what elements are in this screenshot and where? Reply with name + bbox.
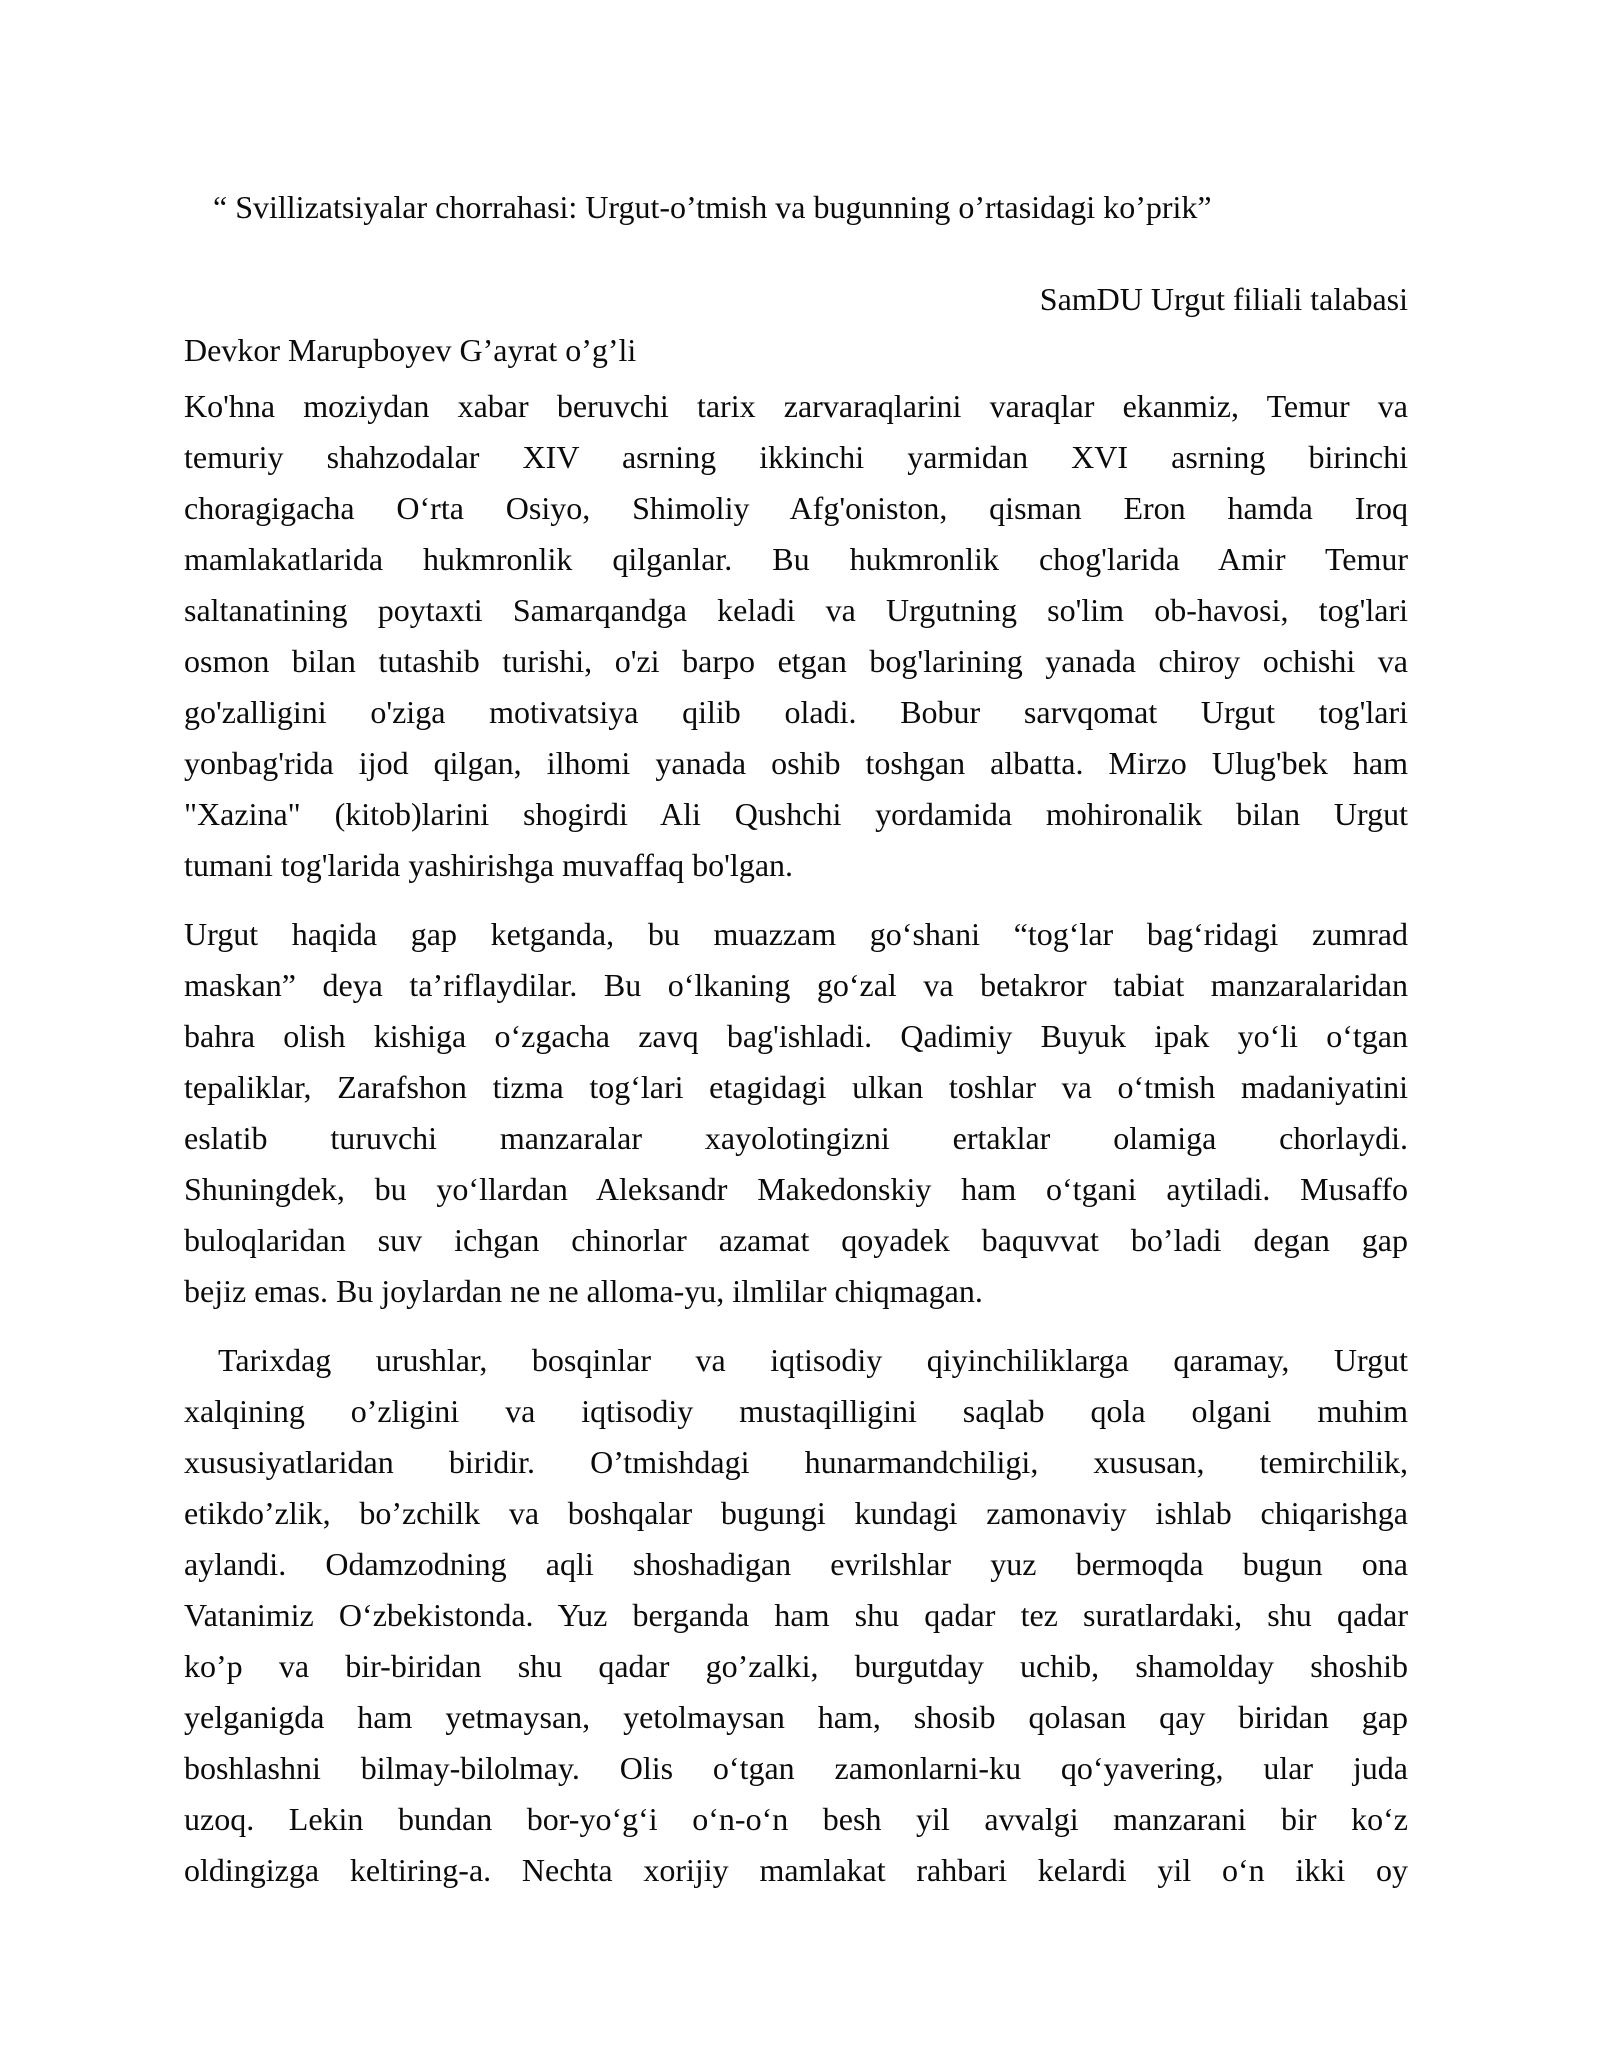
text-line: Vatanimiz O‘zbekistonda. Yuz berganda ham shu qadar tez suratlardaki, shu qadar — [184, 1597, 1408, 1633]
text-line: saltanatining poytaxti Samarqandga keladi va Urgutning so'lim ob-havosi, tog'lari — [184, 592, 1408, 628]
text-line: tepaliklar, Zarafshon tizma tog‘lari etagidagi ulkan toshlar va o‘tmish madaniyatini — [184, 1069, 1408, 1105]
text-line: tumani tog'larida yashirishga muvaffaq bo'lgan. — [184, 847, 794, 883]
text-line: xalqining o’zligini va iqtisodiy mustaqilligini saqlab qola olgani muhim — [184, 1393, 1408, 1429]
text-line: maskan” deya ta’riflaydilar. Bu o‘lkaning go‘zal va betakror tabiat manzaralaridan — [184, 967, 1408, 1003]
text-line: oldingizga keltiring-a. Nechta xorijiy mamlakat rahbari kelardi yil o‘n ikki oy — [184, 1852, 1408, 1888]
text-line: Tarixdag urushlar, bosqinlar va iqtisodiy qiyinchiliklarga qaramay, Urgut — [218, 1342, 1408, 1378]
text-line: boshlashni bilmay-bilolmay. Olis o‘tgan zamonlarni-ku qo‘yavering, ular juda — [184, 1750, 1408, 1786]
paragraph-3 — [184, 1335, 1408, 1896]
text-line: ko’p va bir-biridan shu qadar go’zalki, burgutday uchib, shamolday shoshib — [184, 1648, 1408, 1684]
text-line: xususiyatlaridan biridir. O’tmishdagi hunarmandchiligi, xususan, temirchilik, — [184, 1444, 1408, 1480]
text-line: buloqlaridan suv ichgan chinorlar azamat qoyadek baquvvat bo’ladi degan gap — [184, 1222, 1408, 1258]
text-line: bejiz emas. Bu joylardan ne ne alloma-yu, ilmlilar chiqmagan. — [184, 1273, 983, 1309]
text-line: osmon bilan tutashib turishi, o'zi barpo etgan bog'larining yanada chiroy ochishi va — [184, 643, 1408, 679]
text-line: yonbag'rida ijod qilgan, ilhomi yanada oshib toshgan albatta. Mirzo Ulug'bek ham — [184, 745, 1408, 781]
byline-affiliation: SamDU Urgut filiali talabasi — [1039, 281, 1408, 317]
text-line: "Xazina" (kitob)larini shogirdi Ali Qushchi yordamida mohironalik bilan Urgut — [184, 796, 1408, 832]
document-title: “ Svillizatsiyalar chorrahasi: Urgut-o’tmish va bugunning o’rtasidagi ko’prik” — [213, 189, 1212, 225]
text-line: bahra olish kishiga o‘zgacha zavq bag'ishladi. Qadimiy Buyuk ipak yo‘li o‘tgan — [184, 1018, 1408, 1054]
document-body — [184, 381, 1408, 1896]
byline-author: Devkor Marupboyev G’ayrat o’g’li — [184, 332, 637, 368]
text-line: aylandi. Odamzodning aqli shoshadigan evrilshlar yuz bermoqda bugun ona — [184, 1546, 1408, 1582]
text-line: uzoq. Lekin bundan bor-yo‘g‘i o‘n-o‘n besh yil avvalgi manzarani bir ko‘z — [184, 1801, 1408, 1837]
text-line: mamlakatlarida hukmronlik qilganlar. Bu hukmronlik chog'larida Amir Temur — [184, 541, 1408, 577]
text-line: choragigacha O‘rta Osiyo, Shimoliy Afg'oniston, qisman Eron hamda Iroq — [184, 490, 1408, 526]
paragraph-1 — [184, 381, 1408, 891]
text-line: etikdo’zlik, bo’zchilk va boshqalar bugungi kundagi zamonaviy ishlab chiqarishga — [184, 1495, 1408, 1531]
text-line: Urgut haqida gap ketganda, bu muazzam go‘shani “tog‘lar bag‘ridagi zumrad — [184, 916, 1408, 952]
text-line: eslatib turuvchi manzaralar xayolotingizni ertaklar olamiga chorlaydi. — [184, 1120, 1408, 1156]
text-line: go'zalligini o'ziga motivatsiya qilib oladi. Bobur sarvqomat Urgut tog'lari — [184, 694, 1408, 730]
text-line: temuriy shahzodalar XIV asrning ikkinchi yarmidan XVI asrning birinchi — [184, 439, 1408, 475]
text-line: Shuningdek, bu yo‘llardan Aleksandr Makedonskiy ham o‘tgani aytiladi. Musaffo — [184, 1171, 1408, 1207]
paragraph-2 — [184, 909, 1408, 1317]
text-line: Ko'hna moziydan xabar beruvchi tarix zarvaraqlarini varaqlar ekanmiz, Temur va — [184, 388, 1408, 424]
text-line: yelganigda ham yetmaysan, yetolmaysan ham, shosib qolasan qay biridan gap — [184, 1699, 1408, 1735]
